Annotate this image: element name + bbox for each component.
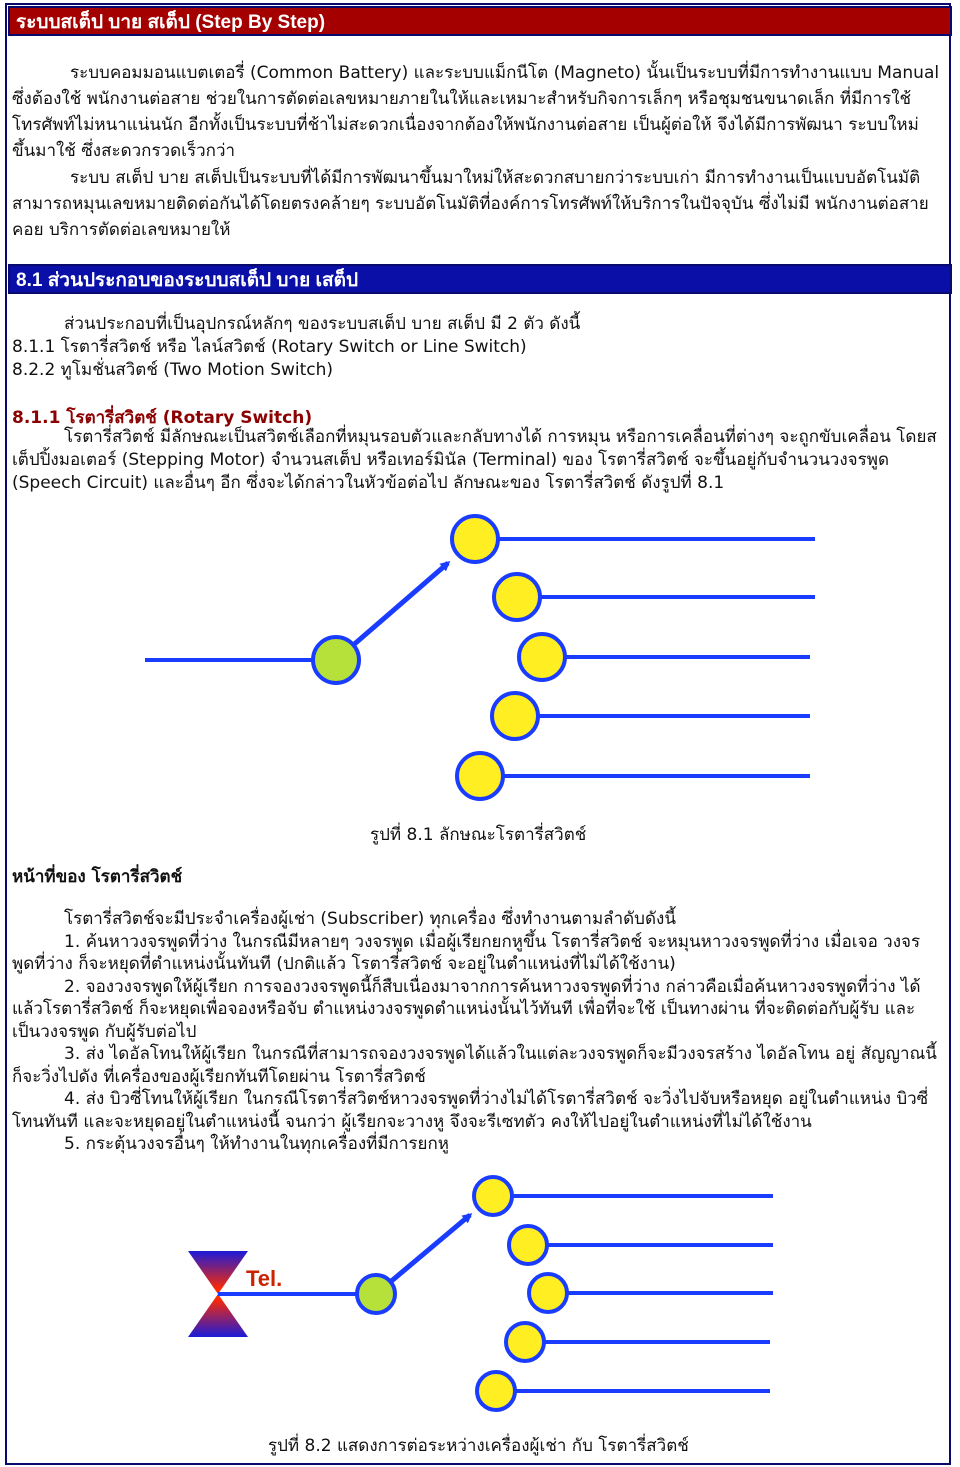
figure-rotary-switch xyxy=(0,505,960,815)
tel-label: Tel. xyxy=(246,1266,283,1291)
intro-paragraph-2: ระบบ สเต็ป บาย สเต็ปเป็นระบบที่ได้มีการพัฒนาขึ้นมาใหม่ให้สะดวกสบายกว่าระบบเก่า มีการทำงานเป็นแบบอัตโนมัติ สามารถหมุนเลขหมายติดต่อกันได้โดยตรงคล้ายๆ ระบบอัตโนมัติที่องค์การโทรศัพท์ให้บริการในปัจจุบัน ซึ่งไม่มี พนักงานต่อสาย คอย บริการตัดต่อเลขหมายให้ xyxy=(12,168,929,240)
duties-list xyxy=(12,908,940,1156)
terminal-contacts xyxy=(452,516,565,799)
duties-heading: หน้าที่ของ โรตารี่สวิตช์ xyxy=(12,867,183,887)
figure-2-caption: รูปที่ 8.2 แสดงการต่อระหว่างเครื่องผู้เช่า กับ โรตารี่สวิตช์ xyxy=(268,1436,689,1456)
duties-intro: โรตารี่สวิตช์จะมีประจำเครื่องผู้เช่า (Subscriber) ทุกเครื่อง ซึ่งทำงานตามลำดับดังนี้ xyxy=(64,909,676,929)
figure-subscriber-connection xyxy=(0,1165,960,1430)
wiper-pivot-2 xyxy=(357,1275,395,1313)
page-title: ระบบสเต็ป บาย สเต็ป (Step By Step) xyxy=(8,6,952,36)
wiper-pivot xyxy=(313,637,359,683)
rotary-heading: 8.1.1 โรตารี่สวิตช์ (Rotary Switch) xyxy=(12,408,313,428)
duty-item-5: 5. กระตุ้นวงจรอื่นๆ ให้ทำงานในทุกเครื่องที่มีการยกหู xyxy=(64,1134,449,1154)
rotary-description: โรตารี่สวิตช์ มีลักษณะเป็นสวิตช์เลือกที่หมุนรอบตัวและกลับทางได้ การหมุน หรือการเคลื่อนที่ต่างๆ จะถูกขับเคลื่อน โดยสเต็ปปิ้งมอเตอร์ (Stepping Motor) จำนวนสเต็ป หรือเทอร์มินัล (Terminal) ของ โรตารี่สวิตช์ จะขึ้นอยู่กับจำนวนวงจรพูด (Speech Circuit) และอื่นๆ อีก ซึ่งจะได้กล่าวในหัวข้อต่อไป ลักษณะของ โรตารี่สวิตช์ ดังรูปที่ 8.1 xyxy=(12,427,937,493)
duty-item-4: 4. ส่ง บิวซี่โทนให้ผู้เรียก ในกรณีโรตารี่สวิตช์หาวงจรพูดที่ว่างไม่ได้โรตารี่สวิตช์ จะวิ่งไปจับหรือหยุด อยู่ในตำแหน่ง บิวซี่โทนทันที และจะหยุดอยู่ในตำแหน่งนี้ จนกว่า ผู้เรียกจะวางหู จึงจะรีเซทตัว คงให้ไปอยู่ในตำแหน่งที่ไม่ได้ใช้งาน xyxy=(12,1089,929,1132)
duty-item-2: 2. จองวงจรพูดให้ผู้เรียก การจองวงจรพูดนี้ก็สืบเนื่องมาจากการค้นหาวงจรพูดที่ว่าง กล่าวคือเมื่อค้นหาวงจรพูดที่ว่าง ได้แล้วโรตารี่สวิตช์ ก็จะหยุดเพื่อจองหรือจับ ตำแหน่งวงจรพูดตำแหน่งนั้นไว้ทันที เพื่อที่จะใช้ เป็นทางผ่าน ที่จะติดต่อกับผู้รับ และเป็นวงจรพูด กับผู้รับต่อไป xyxy=(12,976,921,1042)
duty-item-1: 1. ค้นหาวงจรพูดที่ว่าง ในกรณีมีหลายๆ วงจรพูด เมื่อผู้เรียกยกหูขึ้น โรตารี่สวิตช์ จะหมุนหาวงจรพูดที่ว่าง เมื่อเจอ วงจรพูดที่ว่าง ก็จะหยุดที่ตำแหน่งนั้นทันที (ปกติแล้ว โรตารี่สวิตช์ จะอยู่ในตำแหน่งที่ไม่ได้ใช้งาน) xyxy=(12,931,921,974)
duty-item-3: 3. ส่ง ไดอัลโทนให้ผู้เรียก ในกรณีที่สามารถจองวงจรพูดได้แล้วในแต่ละวงจรพูดก็จะมีวงจรสร้าง ไดอัลโทน อยู่ สัญญาณนี้ก็จะวิ่งไปดัง ที่เครื่องของผู้เรียกทันทีโดยผ่าน โรตารี่สวิตช์ xyxy=(12,1044,937,1087)
terminal-contacts-2 xyxy=(474,1177,567,1410)
intro-paragraph-1: ระบบคอมมอนแบตเตอรี่ (Common Battery) และระบบแม็กนีโต (Magneto) นั้นเป็นระบบที่มีการทำงานแบบ Manual ซึ่งต้องใช้ พนักงานต่อสาย ช่วยในการตัดต่อเลขหมายภายในให้และเหมาะสำหรับกิจการเล็กๆ หรือชุมชนขนาดเล็ก ที่มีการใช้โทรศัพท์ไม่หนาแน่นนัก อีกทั้งเป็นระบบที่ช้าไม่สะดวกเนื่องจากต้องให้พนักงานต่อสาย เป็นผู้ต่อให้ จึงได้มีการพัฒนา ระบบใหม่ขึ้นมาใช้ ซึ่งสะดวกรวดเร็วกว่า xyxy=(12,63,940,161)
section-title: 8.1 ส่วนประกอบของระบบสเต็ป บาย เสต็ป xyxy=(8,264,952,294)
component-item-1: 8.1.1 โรตารี่สวิตช์ หรือ ไลน์สวิตช์ (Rotary Switch or Line Switch) xyxy=(12,337,527,357)
figure-1-caption: รูปที่ 8.1 ลักษณะโรตารี่สวิตช์ xyxy=(370,825,587,845)
component-list xyxy=(12,313,940,382)
component-list-intro: ส่วนประกอบที่เป็นอุปกรณ์หลักๆ ของระบบสเต็ป บาย สเต็ป มี 2 ตัว ดังนี้ xyxy=(64,314,581,334)
component-item-2: 8.2.2 ทูโมชั่นสวิตช์ (Two Motion Switch) xyxy=(12,360,334,380)
